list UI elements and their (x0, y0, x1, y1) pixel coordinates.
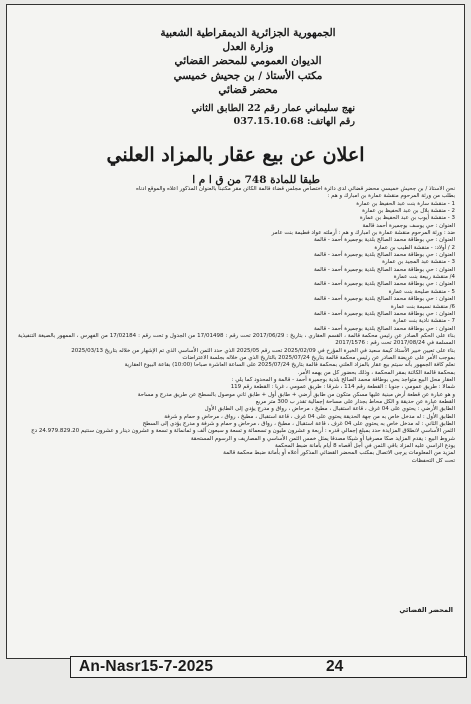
notice-title: اعلان عن بيع عقار بالمزاد العلني (106, 144, 365, 166)
body-paragraph: 5 - منقشة صليحة بنت عمارة (388, 288, 455, 295)
body-paragraph: 3 - منقشة عبد المجيد بن عمارة (382, 259, 455, 266)
notice-body (18, 186, 455, 598)
body-paragraph: 2 / أولاد: - منقشة الطيب بن عمارة (374, 244, 455, 251)
signature-label: المحضر القضائي (399, 606, 453, 614)
body-paragraph: العنوان : حي بوطاقة محمد الصالح بلدية بوجميرة أحمد - قالمة (313, 266, 455, 273)
body-paragraph: نحن الأستاذ / بن جحيش خميسي محضر قضائي لدى دائرة اختصاص مجلس قضاء قالمة الكائن مقر مكتبنا بالعنوان المذكور أعلاه والموقع أدناه (135, 186, 455, 192)
body-paragraph: شروط البيع : يقدم المزايد صكا مصرفيا أو شيكا مصدقا يمثل خمس الثمن الأساسي و المصاريف و الرسوم المستحقة (190, 435, 455, 442)
body-paragraph: بطلب من ورثة المرحوم منقشة عمارة بن امبارك و هم : (327, 193, 455, 200)
body-paragraph: 2 - منقشة بلال بن عبد الحفيظ بن عمارة (362, 208, 455, 215)
notice-subtitle: طبقا للمادة 748 من ق ا م ا (192, 174, 320, 186)
body-paragraph: بناء على الحكم الصادر عن رئيس محكمة قالمة ، القسم العقاري ، بتاريخ : 2017/06/29 تحت رقم : 17/01498 من الجدول و تحت رقم : 17/02184 من الفهرس ، الممهور بالصيغة التنفيذية المسلمة في 2017/08/24 تحت رقم : 2017/1576 (18, 332, 455, 347)
letterhead-line-bailiff-name: مكتب الأستاذ / بن جحيش خميسي (173, 69, 323, 82)
body-paragraph: العقار محل البيع متواجد بحي بوطاقة محمد الصالح بلدية بوجميرة أحمد - قالمة و المحدود كما يلي : (231, 376, 455, 383)
body-paragraph: 7 - منقشة نادية بنت عمارة (393, 318, 455, 325)
body-paragraph: العنوان : حي بوطاقة محمد الصالح بلدية بوجميرة أحمد - قالمة (313, 237, 455, 244)
body-paragraph: العنوان : حي بوطاقة محمد الصالح بلدية بوجميرة أحمد - قالمة (313, 296, 455, 303)
body-paragraph: الطابق الثاني : له مدخل خاص به يحتوي على 04 غرف ، قاعة استقبال ، مطبخ ، رواق ، مرحاض و حمام و شرفة و مدرج يؤدي إلى السطح (142, 421, 455, 427)
letterhead-line-office: الديوان العمومي للمحضر القضائي (174, 55, 322, 68)
body-paragraph: الطابق الأول : له مدخل خاص به من جهة الحديقة يحتوي على 04 غرف ، قاعة استقبال ، مطبخ ، رواق ، مرحاض و حمام و شرفة (164, 413, 455, 420)
body-paragraph: تحت كل التحفظات (411, 457, 455, 464)
body-paragraph: بمحكمة قالمة الكائنة بمقر المحكمة ، وذلك بحضور كل من يهمه الأمر. (297, 369, 455, 376)
newspaper-page (6, 4, 465, 659)
contact-block (105, 102, 355, 128)
body-paragraph: نعلم كافة الجمهور بأنه سيتم بيع عقار بالمزاد العلني بمحكمة قالمة بتاريخ 2025/07/24 على الساعة العاشرة صباحا (10:00) بقاعة البيوع العقارية (124, 362, 455, 369)
body-paragraph: 4/ منقشة ربيعة بنت عمارة (393, 274, 455, 281)
body-paragraph: الطابق الأرضي : يحتوي على 04 غرف ، قاعة استقبال ، مطبخ ، مرحاض ، رواق و مدرج يؤدي إلى الطابق الأول (204, 406, 455, 413)
body-paragraph: و هو عبارة عن قطعة أرض مبنية عليها مسكن متكون من طابق أرضي + طابق أول + طابق ثاني موصول بالسطح عن طريق مدرج و مساحة (137, 391, 455, 398)
letterhead-line-republic: الجمهورية الجزائرية الديمقراطية الشعبية (160, 27, 336, 39)
page-number: 24 (326, 658, 344, 675)
body-paragraph: شمالا : طريق عمومي ، جنوبا : القطعة رقم 114 ، شرقا : طريق عمومي ، غربا : القطعة رقم 119 (230, 384, 455, 391)
body-paragraph: لمزيد من المعلومات يرجى الاتصال بمكتب المحضر القضائي المذكور أعلاه أو بأمانة ضبط محكمة قالمة (223, 450, 455, 457)
body-paragraph: بموجب الأمر على عريضة الصادر عن رئيس محكمة قالمة بتاريخ 2025/07/24 بالتاريخ الذي من خلاله بجلسة الاعتراضات (182, 354, 455, 361)
body-paragraph: 3 - منقشة أيوب بن عبد الحفيظ بن عمارة (359, 215, 455, 222)
publication-date: An-Nasr15-7-2025 (79, 658, 214, 675)
letterhead-line-role: محضر قضائي (218, 83, 278, 96)
body-paragraph: 6/ منقشة نسيمة بنت عمارة (390, 303, 455, 310)
body-paragraph: يودع الراسي عليه المزاد باقي الثمن في أجل أقصاه 8 أيام بأمانة ضبط المحكمة (275, 443, 455, 450)
office-phone: رقم الهاتف: 037.15.10.68 (233, 116, 355, 127)
body-paragraph: القطعة عبارة عن حديقة و الكل محاط بجدار على مساحة إجمالية تقدر ب 300 متر مربع (255, 398, 455, 405)
body-paragraph: العنوان : حي بوطاقة محمد الصالح بلدية بوجميرة أحمد - قالمة (313, 325, 455, 332)
body-paragraph: بناء على تعيين خبير الأستاذ كيمة سعيد في الخبرة المؤرخ في 2025/02/09 تحت رقم 2025/05 الذي حدد الثمن الأساسي الذي تم الإشهار من خلاله بتاريخ 2025/03/13 (71, 347, 455, 354)
body-paragraph: العنوان : حي بوطاقة محمد الصالح بلدية بوجميرة أحمد - قالمة (313, 310, 455, 317)
body-paragraph: العنوان : حي بوطاقة محمد الصالح بلدية بوجميرة أحمد - قالمة (313, 281, 455, 288)
office-address: نهج سليماني عمار رقم 22 الطابق الثاني (191, 103, 355, 114)
letterhead-line-ministry: وزارة العدل (222, 41, 274, 54)
body-paragraph: الثمن الأساسي لانطلاق المزايدة حدد بمبلغ إجمالي قدره : أربعة و عشرون مليون و تسعمائة و تسعة و سبعون ألف و ثمانمائة و تسعة و عشرون دينار و عشرون سنتيم 24.979.829.20 دج (31, 428, 455, 435)
letterhead (83, 26, 413, 97)
body-paragraph: ضد : ورثة المرحوم منقشة عمارة بن امبارك و هم : أرملته عواد فطيمة بنت عامر (271, 230, 455, 237)
body-paragraph: 1 - منقشة سارة بنت عبد الحفيظ بن عمارة (356, 200, 455, 207)
page-footer (70, 656, 467, 678)
body-paragraph: العنوان : حي يوسف بوجميرة أحمد قالمة (362, 222, 455, 229)
body-paragraph: العنوان : حي بوطاقة محمد الصالح بلدية بوجميرة أحمد - قالمة (313, 252, 455, 259)
